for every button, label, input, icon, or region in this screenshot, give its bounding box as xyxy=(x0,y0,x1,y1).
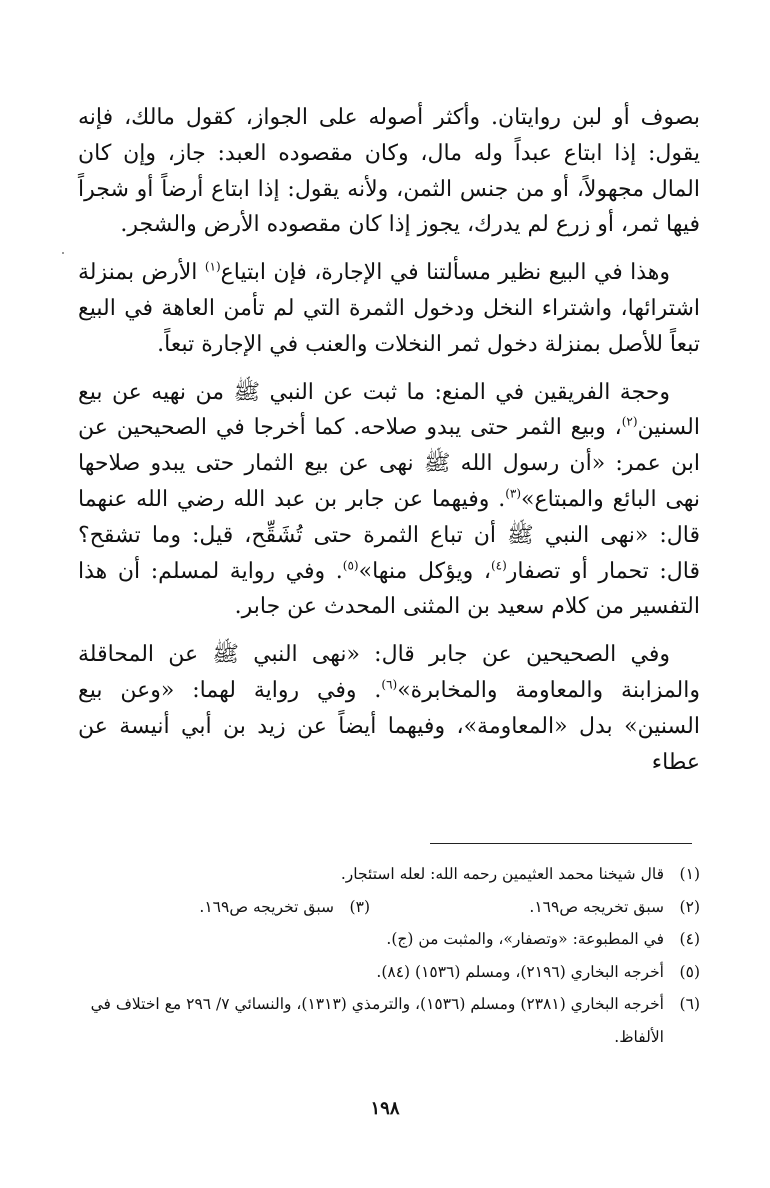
footnote-3 xyxy=(199,891,370,924)
page-number: ١٩٨ xyxy=(370,1098,400,1119)
footnote-ref-6[interactable]: (٦) xyxy=(381,677,398,692)
footnote-ref-5[interactable]: (٥) xyxy=(342,558,359,573)
footnote-3-text: سبق تخريجه ص١٦٩. xyxy=(199,897,334,916)
footnote-5-text: أخرجه البخاري (٢١٩٦)، ومسلم (١٥٣٦) (٨٤). xyxy=(376,962,664,981)
footnote-4-number: (٤) xyxy=(679,930,700,948)
paragraph-3-text-c: . وفيهما عن جابر بن عبد الله رضي الله عنهما قال: «نهى النبي ﷺ أن تباع الثمرة حتى تُشَقِّح، قيل: وما تشقح؟ قال: تحمار أو تصفار xyxy=(78,486,701,584)
paragraph-3 xyxy=(78,375,700,626)
footnote-separator xyxy=(430,843,692,844)
paragraph-3-text-e: . وفي رواية لمسلم: أن هذا التفسير من كلام سعيد بن المثنى المحدث عن جابر. xyxy=(78,558,700,620)
paragraph-3-text-a: وحجة الفريقين في المنع: ما ثبت عن النبي ﷺ من نهيه عن بيع السنين xyxy=(78,379,700,441)
footnote-ref-1[interactable]: (١) xyxy=(204,259,221,274)
footnote-6 xyxy=(70,988,700,1053)
paragraph-3-text-b: ، وبيع الثمر حتى يبدو صلاحه. كما أخرجا في الصحيحين عن ابن عمر: «أن رسول الله ﷺ نهى عن بيع الثمار حتى يبدو صلاحها نهى البائع والمبتاع» xyxy=(78,415,700,512)
paragraph-2-text-b: الأرض بمنزلة اشترائها، واشتراء النخل ودخول الثمرة التي لم تأمن العاهة في البيع تبعاً للأصل بمنزلة دخول ثمر النخلات والعنب في الإجارة تبعاً. xyxy=(78,260,700,357)
footnote-2 xyxy=(370,891,700,924)
footnote-6-text: أخرجه البخاري (٢٣٨١) ومسلم (١٥٣٦)، والترمذي (١٣١٣)، والنسائي ٧/ ٢٩٦ مع اختلاف في الألفاظ. xyxy=(90,995,664,1046)
paragraph-1-text: بصوف أو لبن روايتان. وأكثر أصوله على الجواز، كقول مالك، فإنه يقول: إذا ابتاع عبداً وله مال، وكان مقصوده العبد: جاز، وإن كان المال مجهولاً، أو من جنس الثمن، ولأنه يقول: إذا ابتاع أرضاً أو شجراً فيها ثمر، أو زرع لم يدرك، يجوز إذا كان مقصوده الأرض والشجر. xyxy=(78,105,700,238)
paragraph-4-text-a: وفي الصحيحين عن جابر قال: «نهى النبي ﷺ عن المحاقلة والمزابنة والمعاومة والمخابرة» xyxy=(78,642,700,703)
footnote-1-text: قال شيخنا محمد العثيمين رحمه الله: لعله استئجار. xyxy=(340,865,664,883)
footnote-2-text: سبق تخريجه ص١٦٩. xyxy=(529,897,664,916)
footnote-5-number: (٥) xyxy=(679,962,700,981)
footnote-5 xyxy=(70,956,700,989)
main-text xyxy=(78,100,700,792)
footnote-ref-3[interactable]: (٣) xyxy=(505,486,522,501)
paragraph-4 xyxy=(78,637,700,780)
footnote-4-text: في المطبوعة: «وتصفار»، والمثبت من (ج). xyxy=(386,930,664,948)
footnote-ref-4[interactable]: (٤) xyxy=(490,558,507,573)
footnote-4 xyxy=(70,923,700,956)
paragraph-2 xyxy=(78,255,700,362)
footnote-2-number: (٢) xyxy=(679,897,700,916)
footnote-1 xyxy=(70,858,700,891)
footnote-ref-2[interactable]: (٢) xyxy=(621,415,638,430)
scan-speck xyxy=(62,252,64,254)
footnote-3-number: (٣) xyxy=(349,897,370,916)
paragraph-1 xyxy=(78,100,700,243)
footnote-row-2-3 xyxy=(70,891,700,924)
paragraph-4-text-b: . وفي رواية لهما: «وعن بيع السنين» بدل «المعاومة»، وفيهما أيضاً عن زيد بن أبي أنيسة عن عطاء xyxy=(78,677,700,775)
paragraph-2-text-a: وهذا في البيع نظير مسألتنا في الإجارة، فإن ابتياع xyxy=(220,260,671,286)
footnote-1-number: (١) xyxy=(679,865,700,883)
footnote-6-number: (٦) xyxy=(679,995,700,1013)
paragraph-3-text-d: ، ويؤكل منها» xyxy=(358,558,491,584)
footnotes xyxy=(70,858,700,1053)
